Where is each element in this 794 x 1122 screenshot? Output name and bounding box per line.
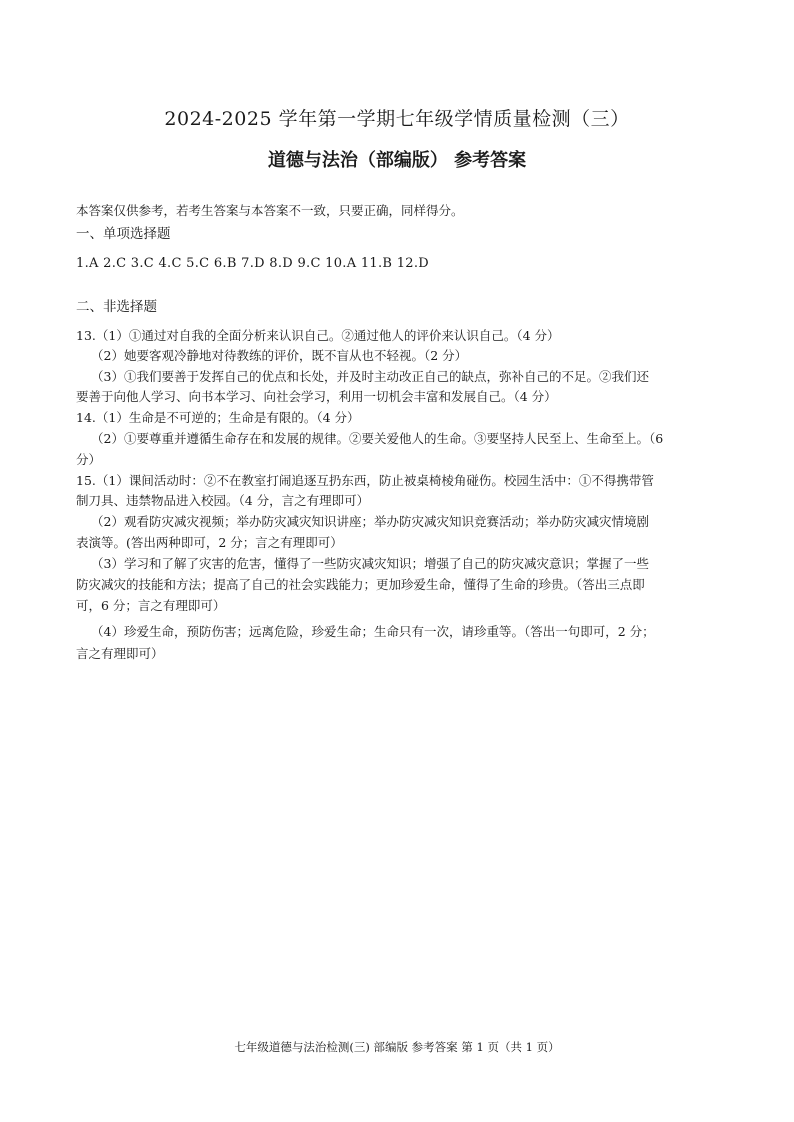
- page-subtitle: 道德与法治（部编版） 参考答案: [267, 150, 527, 171]
- answer-line: 言之有理即可）: [76, 646, 164, 661]
- section-heading-nonchoice: 二、非选择题: [76, 299, 157, 315]
- answer-line: （2）①要尊重并遵循生命存在和发展的规律。②要关爱他人的生命。③要坚持人民至上、生命至上。（6: [91, 431, 664, 446]
- answer-line: 14.（1）生命是不可逆的；生命是有限的。（4 分）: [76, 410, 360, 425]
- answer-line: 要善于向他人学习、向书本学习、向社会学习，利用一切机会丰富和发展自己。（4 分）: [76, 389, 557, 404]
- answer-line: （2）观看防灾减灾视频；举办防灾减灾知识讲座；举办防灾减灾知识竞赛活动；举办防灾减灾情境剧: [91, 514, 649, 529]
- answer-line: 制刀具、违禁物品进入校园。（4 分，言之有理即可）: [76, 493, 370, 508]
- answer-line: （4）珍爱生命，预防伤害；远离危险，珍爱生命；生命只有一次，请珍重等。（答出一句即可，2 分；: [91, 624, 655, 639]
- page-footer: 七年级道德与法治检测(三) 部编版 参考答案 第 1 页（共 1 页）: [234, 1040, 560, 1054]
- answer-line: 表演等。(答出两种即可，2 分；言之有理即可）: [76, 535, 343, 550]
- answer-line: 可，6 分；言之有理即可）: [76, 598, 226, 613]
- answer-line: 15.（1）课间活动时：②不在教室打闹追逐互扔东西，防止被桌椅棱角碰伤。校园生活中：①不得携带管: [76, 473, 654, 488]
- section-heading-choice: 一、单项选择题: [76, 226, 171, 242]
- answer-line: 防灾减灾的技能和方法；提高了自己的社会实践能力；更加珍爱生命，懂得了生命的珍贵。（答出三点即: [76, 577, 645, 592]
- answer-line: （3）学习和了解了灾害的危害，懂得了一些防灾减灾知识；增强了自己的防灾减灾意识；掌握了一些: [91, 556, 649, 571]
- answer-line: （3）①我们要善于发挥自己的优点和长处，并及时主动改正自己的缺点，弥补自己的不足。②我们还: [91, 369, 649, 384]
- answer-line: （2）她要客观冷静地对待教练的评价，既不盲从也不轻视。（2 分）: [91, 348, 468, 363]
- answer-line: 分）: [76, 452, 102, 467]
- intro-note: 本答案仅供参考，若考生答案与本答案不一致，只要正确，同样得分。: [76, 203, 464, 218]
- page-title: 2024-2025 学年第一学期七年级学情质量检测（三）: [164, 108, 630, 130]
- answer-line: 13.（1）①通过对自我的全面分析来认识自己。②通过他人的评价来认识自己。（4 分）: [76, 328, 560, 343]
- choice-answers: 1.A 2.C 3.C 4.C 5.C 6.B 7.D 8.D 9.C 10.A 11.B 12.D: [76, 256, 429, 271]
